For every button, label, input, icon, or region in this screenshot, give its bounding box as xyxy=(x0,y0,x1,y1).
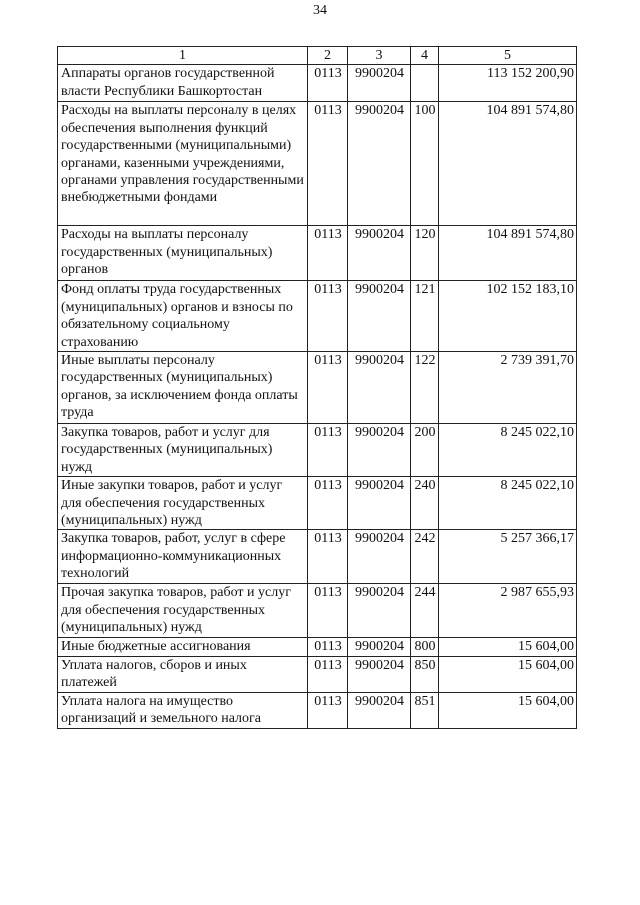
row-target-article: 9900204 xyxy=(348,638,411,656)
row-section: 0113 xyxy=(308,530,348,584)
row-amount: 113 152 200,90 xyxy=(439,65,577,102)
row-section: 0113 xyxy=(308,226,348,281)
row-expense-type: 200 xyxy=(411,424,439,477)
row-section: 0113 xyxy=(308,584,348,638)
row-section: 0113 xyxy=(308,477,348,530)
row-expense-type: 800 xyxy=(411,638,439,656)
row-name: Прочая закупка товаров, работ и услуг для обеспечения государственных (муниципальных) нужд xyxy=(58,584,308,638)
column-header-section: 2 xyxy=(308,47,348,65)
row-expense-type: 100 xyxy=(411,102,439,226)
row-name: Закупка товаров, работ и услуг для государственных (муниципальных) нужд xyxy=(58,424,308,477)
row-amount: 2 987 655,93 xyxy=(439,584,577,638)
row-section: 0113 xyxy=(308,638,348,656)
row-expense-type: 240 xyxy=(411,477,439,530)
budget-table xyxy=(57,46,577,729)
row-amount: 15 604,00 xyxy=(439,638,577,656)
row-section: 0113 xyxy=(308,65,348,102)
row-expense-type: 122 xyxy=(411,352,439,424)
row-amount: 104 891 574,80 xyxy=(439,226,577,281)
table-row xyxy=(58,584,577,638)
row-name: Расходы на выплаты персоналу в целях обеспечения выполнения функций государственными (муниципальными) органами, казенными учреждениями, органами управления государственными внебюджетными фондами xyxy=(58,102,308,226)
row-target-article: 9900204 xyxy=(348,692,411,728)
row-target-article: 9900204 xyxy=(348,226,411,281)
row-expense-type xyxy=(411,65,439,102)
table-row xyxy=(58,281,577,352)
table-row xyxy=(58,65,577,102)
row-name: Закупка товаров, работ, услуг в сфере информационно-коммуникационных технологий xyxy=(58,530,308,584)
row-expense-type: 244 xyxy=(411,584,439,638)
row-name: Иные выплаты персоналу государственных (муниципальных) органов, за исключением фонда оплаты труда xyxy=(58,352,308,424)
table-row xyxy=(58,226,577,281)
row-name: Иные бюджетные ассигнования xyxy=(58,638,308,656)
row-amount: 15 604,00 xyxy=(439,692,577,728)
row-target-article: 9900204 xyxy=(348,281,411,352)
row-expense-type: 850 xyxy=(411,656,439,692)
row-expense-type: 851 xyxy=(411,692,439,728)
row-section: 0113 xyxy=(308,692,348,728)
row-amount: 15 604,00 xyxy=(439,656,577,692)
table-row xyxy=(58,352,577,424)
row-amount: 102 152 183,10 xyxy=(439,281,577,352)
row-expense-type: 121 xyxy=(411,281,439,352)
row-expense-type: 242 xyxy=(411,530,439,584)
row-section: 0113 xyxy=(308,656,348,692)
row-name: Расходы на выплаты персоналу государственных (муниципальных) органов xyxy=(58,226,308,281)
column-header-amount: 5 xyxy=(439,47,577,65)
row-amount: 5 257 366,17 xyxy=(439,530,577,584)
table-row xyxy=(58,424,577,477)
table-row xyxy=(58,638,577,656)
row-amount: 8 245 022,10 xyxy=(439,477,577,530)
row-section: 0113 xyxy=(308,102,348,226)
row-expense-type: 120 xyxy=(411,226,439,281)
row-target-article: 9900204 xyxy=(348,656,411,692)
row-name: Уплата налогов, сборов и иных платежей xyxy=(58,656,308,692)
row-name: Аппараты органов государственной власти Республики Башкортостан xyxy=(58,65,308,102)
row-name: Фонд оплаты труда государственных (муниципальных) органов и взносы по обязательному социальному страхованию xyxy=(58,281,308,352)
page-number: 34 xyxy=(313,3,327,18)
table-row xyxy=(58,656,577,692)
row-name: Уплата налога на имущество организаций и земельного налога xyxy=(58,692,308,728)
table-row xyxy=(58,530,577,584)
row-target-article: 9900204 xyxy=(348,477,411,530)
row-section: 0113 xyxy=(308,352,348,424)
row-target-article: 9900204 xyxy=(348,352,411,424)
table-row xyxy=(58,477,577,530)
row-target-article: 9900204 xyxy=(348,65,411,102)
column-header-target-article: 3 xyxy=(348,47,411,65)
column-header-name: 1 xyxy=(58,47,308,65)
row-target-article: 9900204 xyxy=(348,102,411,226)
table-row xyxy=(58,102,577,226)
table-row xyxy=(58,692,577,728)
row-target-article: 9900204 xyxy=(348,584,411,638)
row-target-article: 9900204 xyxy=(348,424,411,477)
row-amount: 104 891 574,80 xyxy=(439,102,577,226)
row-amount: 8 245 022,10 xyxy=(439,424,577,477)
table-header-row xyxy=(58,47,577,65)
column-header-expense-type: 4 xyxy=(411,47,439,65)
row-name: Иные закупки товаров, работ и услуг для обеспечения государственных (муниципальных) нужд xyxy=(58,477,308,530)
row-section: 0113 xyxy=(308,424,348,477)
row-section: 0113 xyxy=(308,281,348,352)
row-target-article: 9900204 xyxy=(348,530,411,584)
row-amount: 2 739 391,70 xyxy=(439,352,577,424)
